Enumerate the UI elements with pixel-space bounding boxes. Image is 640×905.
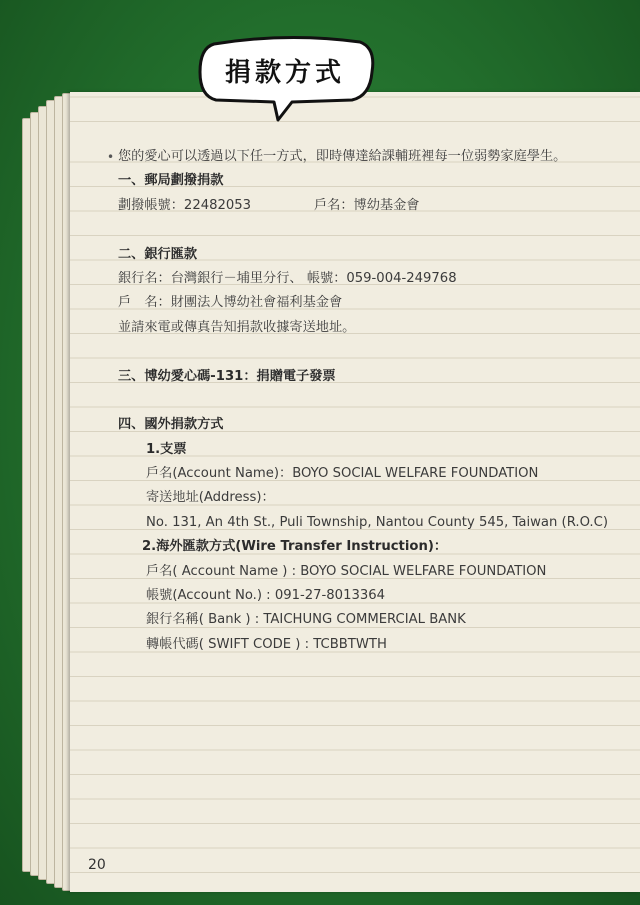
postal-account-number: 劃撥帳號：22482053 — [118, 197, 252, 213]
love-code-heading: 三、博幼愛心碼-131：捐贈電子發票 — [118, 368, 336, 384]
wire-bank: 銀行名稱( Bank ) : TAICHUNG COMMERCIAL BANK — [146, 612, 466, 628]
bullet-icon: • — [107, 150, 115, 164]
postal-heading: 一、郵局劃撥捐款 — [118, 173, 224, 189]
postal-account-name: 戶名：博幼基金會 — [314, 197, 420, 213]
intro-label: 您的愛心可以透過以下任一方式，即時傳達給課輔班裡每一位弱勢家庭學生。 — [118, 149, 567, 164]
check-label: 1.支票 — [146, 441, 187, 457]
bank-note: 並請來電或傳真告知捐款收據寄送地址。 — [118, 319, 356, 335]
wire-label: 2.海外匯款方式(Wire Transfer Instruction)： — [142, 539, 448, 555]
postal-account-row — [118, 194, 628, 218]
wire-account-name: 戶名( Account Name ) : BOYO SOCIAL WELFARE FOUNDATION — [146, 563, 547, 579]
bank-line: 銀行名：台灣銀行－埔里分行、 帳號：059-004-249768 — [118, 270, 457, 286]
bank-name-line: 戶 名：財團法人博幼社會福利基金會 — [118, 295, 343, 311]
page-number: 20 — [88, 857, 106, 873]
check-address-label: 寄送地址(Address)： — [146, 490, 275, 506]
intro-text — [107, 145, 628, 169]
check-account-name: 戶名(Account Name)：BOYO SOCIAL WELFARE FOUNDATION — [146, 466, 539, 482]
bank-heading: 二、銀行匯款 — [118, 246, 198, 262]
check-address: No. 131, An 4th St., Puli Township, Nantou County 545, Taiwan (R.O.C) — [146, 514, 608, 530]
page-title: 捐款方式 — [224, 58, 345, 88]
wire-swift: 轉帳代碼( SWIFT CODE ) : TCBBTWTH — [146, 636, 387, 652]
wire-account-no: 帳號(Account No.) : 091-27-8013364 — [146, 588, 386, 604]
overseas-heading: 四、國外捐款方式 — [118, 417, 224, 433]
donation-content — [107, 145, 628, 657]
